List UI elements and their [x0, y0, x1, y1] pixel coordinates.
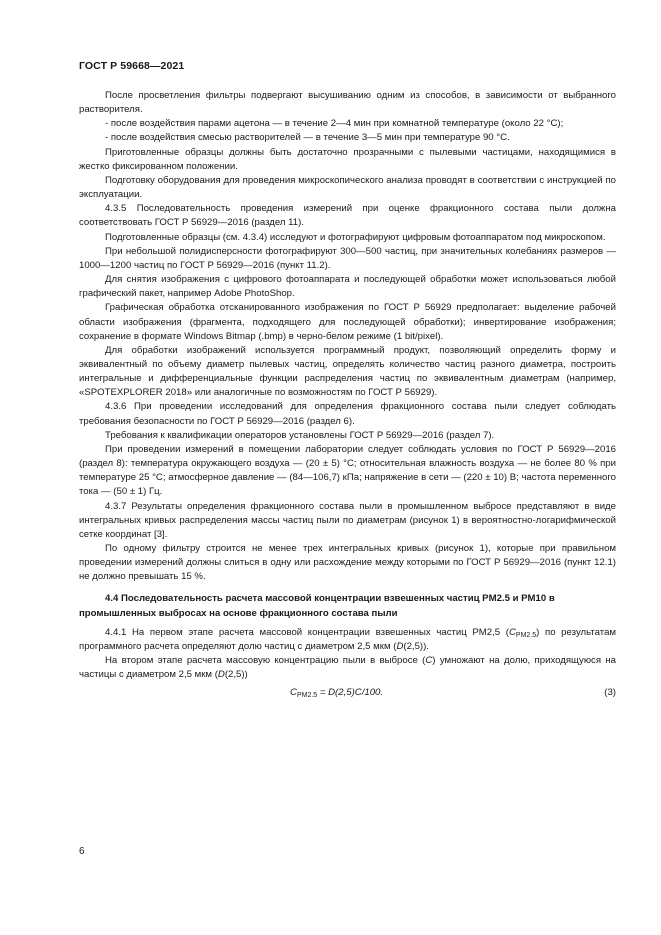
paragraph: Для снятия изображения с цифрового фотоаппарата и последующей обработки может использоваться любой графический пакет, например Adobe PhotoShop. [79, 274, 616, 300]
paragraph: - после воздействия парами ацетона — в течение 2—4 мин при комнатной температуре (около 22 °C); [105, 118, 564, 130]
formula [79, 686, 616, 702]
paragraph: - после воздействия смесью растворителей — в течение 3—5 мин при температуре 90 °C. [105, 132, 510, 144]
paragraph: Подготовку оборудования для проведения микроскопического анализа проводят в соответствии с инструкцией по эксплуатации. [79, 174, 616, 201]
page-number: 6 [79, 846, 85, 857]
paragraph: Графическая обработка отсканированного изображения по ГОСТ Р 56929 предполагает: выделение рабочей области изображения (фрагмента, подходящего для последующей обработки); инвертирование изображения; сохранение в формате Windows Bitmap (.bmp) в черно-белом режиме (1 bit/pixel). [79, 302, 616, 342]
paragraph: При небольшой полидисперсности фотографируют 300—500 частиц, при значительных колебаниях размеров — 1000—1200 частиц по ГОСТ Р 56929—2016 (пункт 11.2). [79, 245, 616, 271]
paragraph: На втором этапе расчета массовую концентрацию пыли в выбросе (C) умножают на долю, приходящуюся на частицы с диаметром 2,5 мкм (D(2,5)) [79, 655, 616, 681]
paragraph: 4.4.1 На первом этапе расчета массовой концентрации взвешенных частиц PM2,5 $(C_{PM2.5})$ по результатам программного расчета определяют долю частиц с диаметром 2,5 мкм (D(2,5)). [79, 626, 616, 652]
paragraph: Требования к квалификации операторов установлены ГОСТ Р 56929—2016 (раздел 7). [105, 429, 495, 441]
paragraph: Приготовленные образцы должны быть достаточно прозрачными с пылевыми частицами, находящимися в жестко фиксированном положении. [79, 146, 616, 172]
paragraph: Подготовленные образцы (см. 4.3.4) исследуют и фотографируют цифровым фотоаппаратом под микроскопом. [105, 231, 606, 243]
paragraph: После просветления фильтры подвергают высушиванию одним из способов, в зависимости от выбранного растворителя. [79, 90, 616, 116]
paragraph: 4.3.6 При проведении исследований для определения фракционного состава пыли следует соблюдать требования безопасности по ГОСТ Р 56929—2016 (раздел 6). [79, 401, 616, 427]
paragraph: 4.3.5 Последовательность проведения измерений при оценке фракционного состава пыли должна соответствовать ГОСТ Р 56929—2016 (раздел 11). [79, 203, 616, 229]
paragraph: Для обработки изображений используется программный продукт, позволяющий определить форму и эквивалентный по объему диаметр пылевых частиц, определять количество частиц разного диаметра, построить интегральные и дифференциальные функции распределения частиц по эквивалентным диаметрам (например, «SPOTEXPLORER 2018» или аналогичные по возможностям по ГОСТ Р 56929). [79, 344, 616, 399]
paragraph: 4.3.7 Результаты определения фракционного состава пыли в промышленном выбросе представляют в виде интегральных кривых распределения массы частиц пыли по диаметрам (рисунок 1) в вероятностно-логарифмической сетке координат [3]. [79, 500, 616, 540]
document-body [79, 89, 616, 702]
paragraph: При проведении измерений в помещении лаборатории следует соблюдать условия по ГОСТ Р 56929—2016 (раздел 8): температура окружающего воздуха — (20 ± 5) °C; относительная влажность воздуха — не более 80 % при температуре 25 °C; атмосферное давление — (84—106,7) кПа; напряжение в сети — (220 ± 10) В; частота переменного тока — (50 ± 1) Гц. [79, 443, 616, 498]
formula-number: (3) [604, 687, 616, 699]
section-heading: 4.4 Последовательность расчета массовой концентрации взвешенных частиц PM2.5 и PM10 в промышленных выбросах на основе фракционного состава пыли [79, 593, 555, 619]
formula-expression: $C_{PM2.5} = D(2,5)C/100$. [290, 687, 384, 700]
paragraph: По одному фильтру строится не менее трех интегральных кривых (рисунок 1), которые при правильном проведении измерений должны слиться в одну или расхождение между которыми по ГОСТ Р 56929—2016 (пункт 12.1) не должно превышать 15 %. [79, 543, 616, 583]
document-header: ГОСТ Р 59668—2021 [79, 60, 185, 72]
